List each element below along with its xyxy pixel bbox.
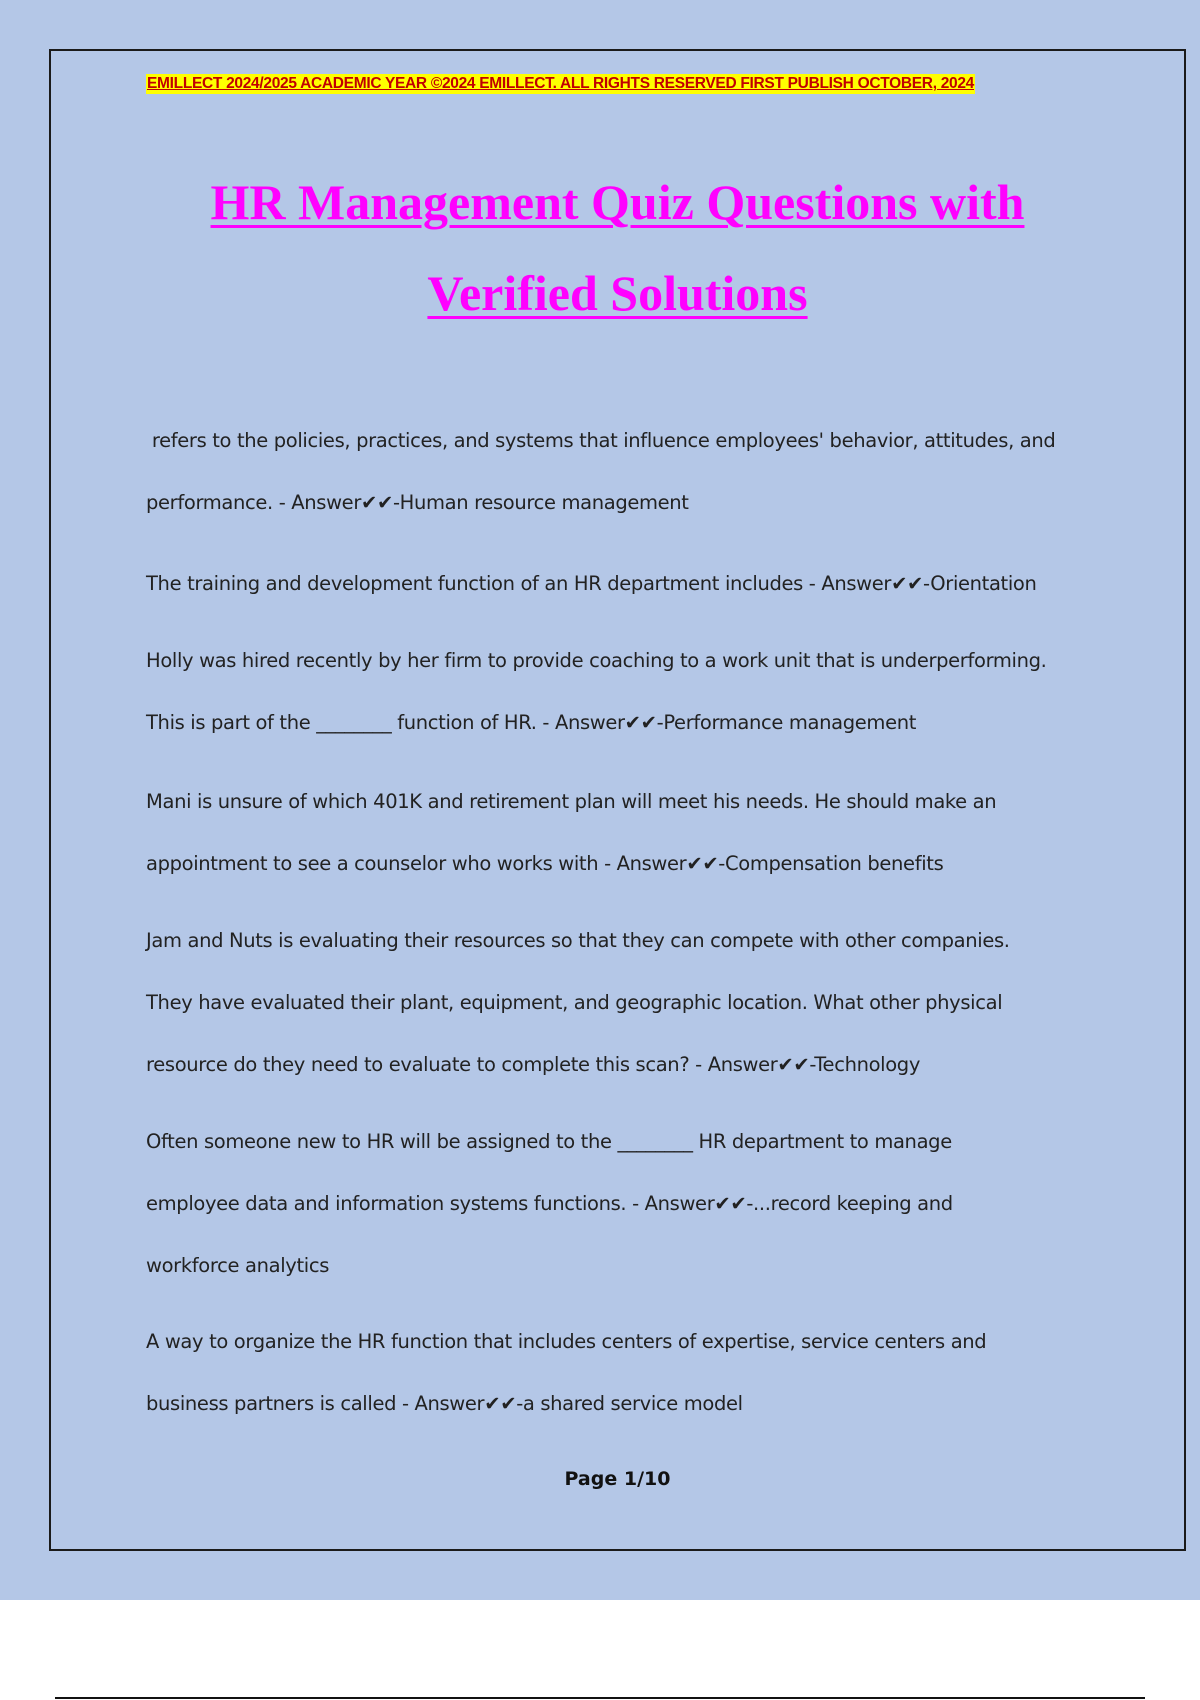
question-item [146, 410, 1096, 534]
question-text-line: Mani is unsure of which 401K and retirement plan will meet his needs. He should make an [146, 790, 997, 813]
question-item [146, 771, 1096, 895]
copyright-notice: EMILLECT 2024/2025 ACADEMIC YEAR ©2024 EMILLECT. ALL RIGHTS RESERVED FIRST PUBLISH OCTOBER, 2024 [147, 75, 974, 92]
document-title-line-1: HR Management Quiz Questions with [210, 174, 1025, 230]
question-text-line: They have evaluated their plant, equipment, and geographic location. What other physical [146, 991, 1003, 1014]
question-item [146, 630, 1096, 754]
question-text-line: resource do they need to evaluate to complete this scan? - Answer✔✔-Technology [146, 1053, 921, 1076]
question-text-line: The training and development function of an HR department includes - Answer✔✔-Orientation [146, 572, 1037, 595]
question-text-line: Jam and Nuts is evaluating their resources so that they can compete with other companies. [146, 929, 1010, 952]
question-text-line: A way to organize the HR function that includes centers of expertise, service centers and [146, 1330, 987, 1353]
page-number: Page 1/10 [564, 1468, 671, 1490]
question-item [146, 910, 1096, 1096]
question-text-line: workforce analytics [146, 1254, 329, 1277]
question-text-line: appointment to see a counselor who works with - Answer✔✔-Compensation benefits [146, 852, 944, 875]
question-item [146, 553, 1096, 615]
question-text-line: Holly was hired recently by her firm to provide coaching to a work unit that is underperforming. [146, 649, 1047, 672]
question-text-line: Often someone new to HR will be assigned to the ________ HR department to manage [146, 1130, 952, 1153]
question-item [146, 1111, 1096, 1297]
question-text-line: refers to the policies, practices, and systems that influence employees' behavior, attitudes, and [146, 429, 1056, 452]
question-text-line: This is part of the ________ function of HR. - Answer✔✔-Performance management [146, 711, 917, 734]
question-text-line: business partners is called - Answer✔✔-a shared service model [146, 1392, 743, 1415]
bottom-divider [55, 1697, 1145, 1699]
document-title-line-2: Verified Solutions [427, 265, 808, 321]
question-item [146, 1311, 1096, 1435]
question-text-line: employee data and information systems functions. - Answer✔✔-...record keeping and [146, 1192, 953, 1215]
question-text-line: performance. - Answer✔✔-Human resource management [146, 491, 689, 514]
